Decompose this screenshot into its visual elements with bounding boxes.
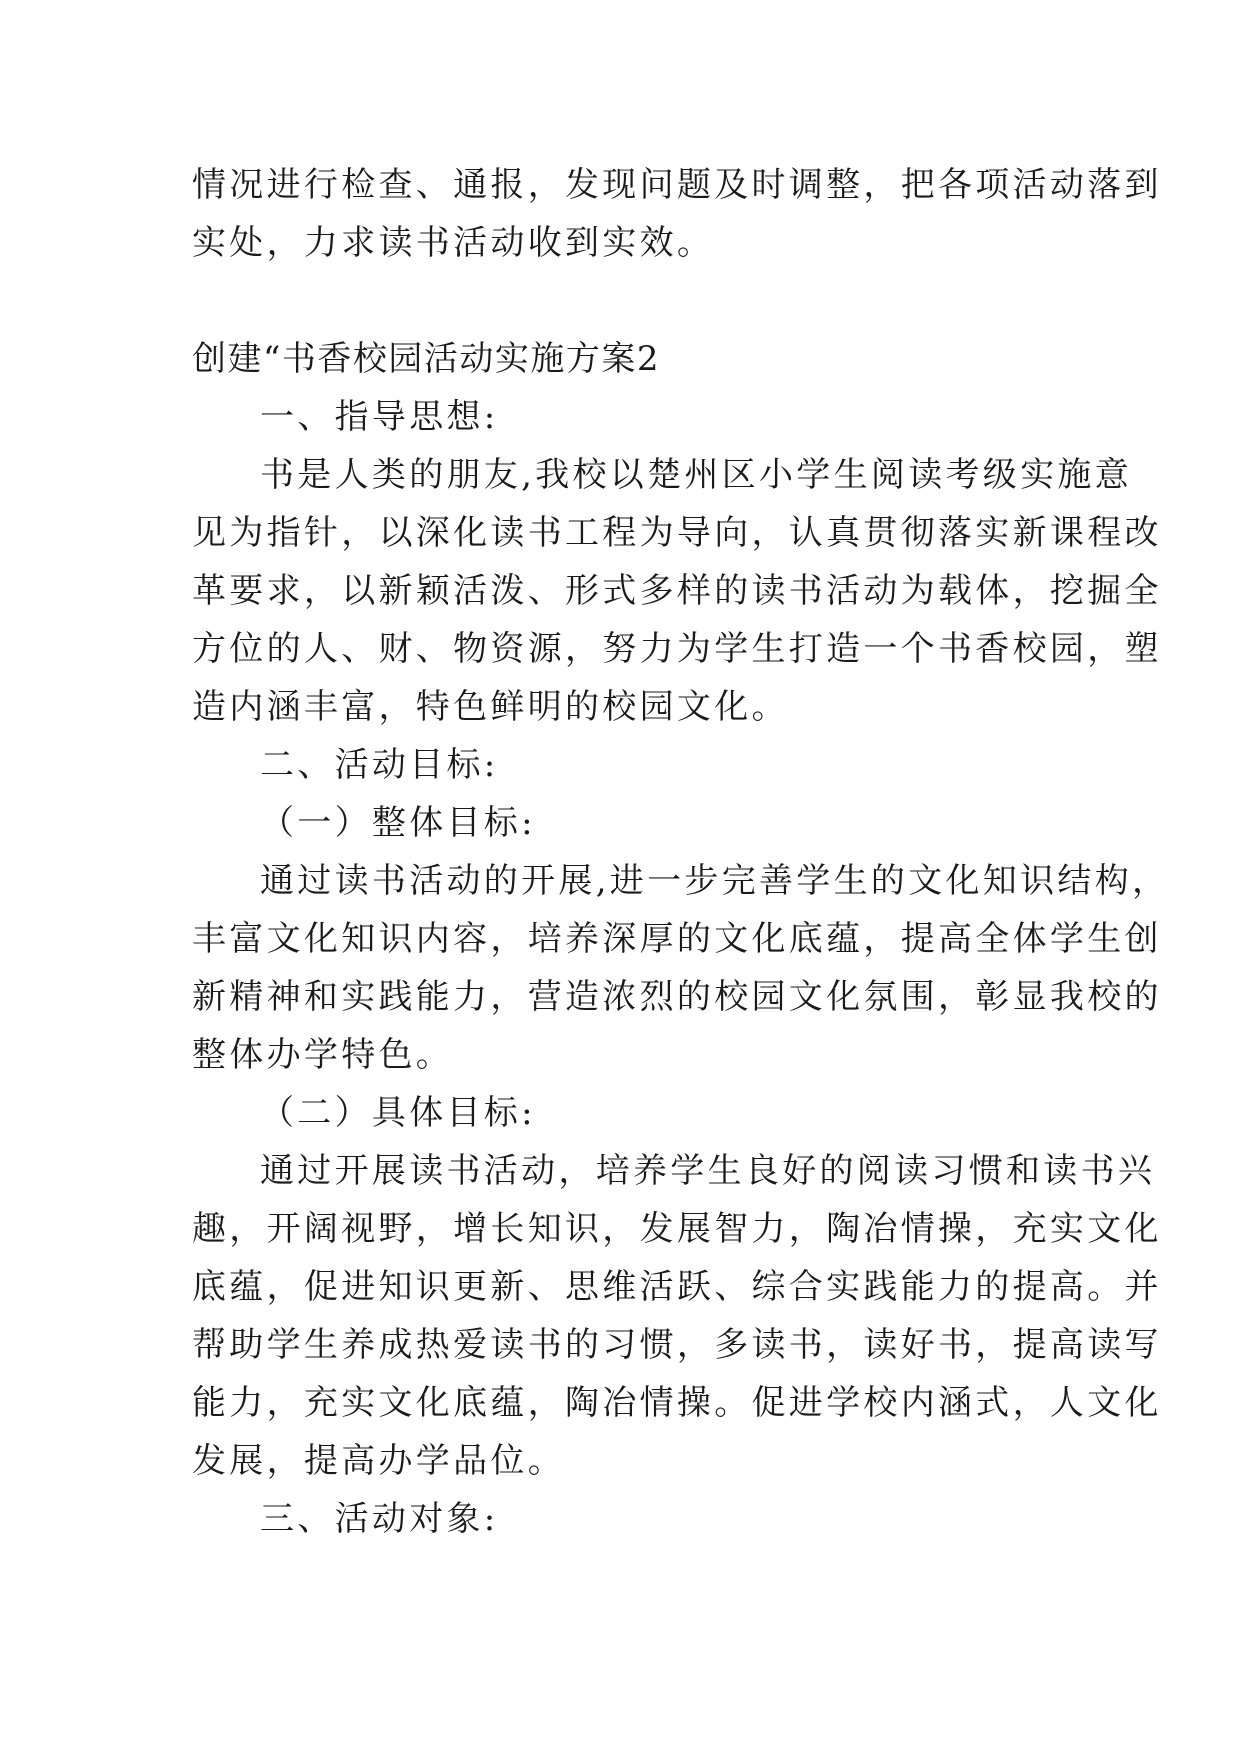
text-line: 通过读书活动的开展,进一步完善学生的文化知识结构，: [260, 861, 1170, 901]
text-line: 实处，力求读书活动收到实效。: [192, 223, 715, 263]
text-line: 整体办学特色。: [192, 1035, 454, 1075]
text-line: 书是人类的朋友,我校以楚州区小学生阅读考级实施意: [260, 455, 1133, 495]
document-body: [192, 156, 1170, 1548]
section-title: 创建“书香校园活动实施方案2: [192, 339, 661, 379]
blank-line: [192, 272, 1056, 330]
heading-specific: （二）具体目标:: [260, 1093, 536, 1133]
text-line: 趣，开阔视野，增长知识，发展智力，陶冶情操，充实文化: [192, 1209, 1162, 1249]
text-line: 方位的人、财、物资源，努力为学生打造一个书香校园，塑: [192, 629, 1162, 669]
text-line: 发展，提高办学品位。: [192, 1441, 565, 1481]
heading-overall: （一）整体目标:: [260, 803, 536, 843]
text-line: 能力，充实文化底蕴，陶冶情操。促进学校内涵式，人文化: [192, 1383, 1162, 1423]
text-line: 帮助学生养成热爱读书的习惯，多读书，读好书，提高读写: [192, 1325, 1162, 1365]
text-line: 通过开展读书活动，培养学生良好的阅读习惯和读书兴: [260, 1151, 1156, 1191]
text-line: 造内涵丰富，特色鲜明的校园文化。: [192, 687, 789, 727]
heading-guiding: 一、指导思想:: [260, 397, 499, 437]
text-line: 革要求，以新颖活泼、形式多样的读书活动为载体，挖掘全: [192, 571, 1162, 611]
text-line: 见为指针，以深化读书工程为导向，认真贯彻落实新课程改: [192, 513, 1162, 553]
heading-goals: 二、活动目标:: [260, 745, 499, 785]
heading-targets: 三、活动对象:: [260, 1499, 499, 1539]
text-line: 丰富文化知识内容，培养深厚的文化底蕴，提高全体学生创: [192, 919, 1162, 959]
text-line: 底蕴，促进知识更新、思维活跃、综合实践能力的提高。并: [192, 1267, 1162, 1307]
text-line: 新精神和实践能力，营造浓烈的校园文化氛围，彰显我校的: [192, 977, 1162, 1017]
text-line: 情况进行检查、通报，发现问题及时调整，把各项活动落到: [192, 165, 1162, 205]
